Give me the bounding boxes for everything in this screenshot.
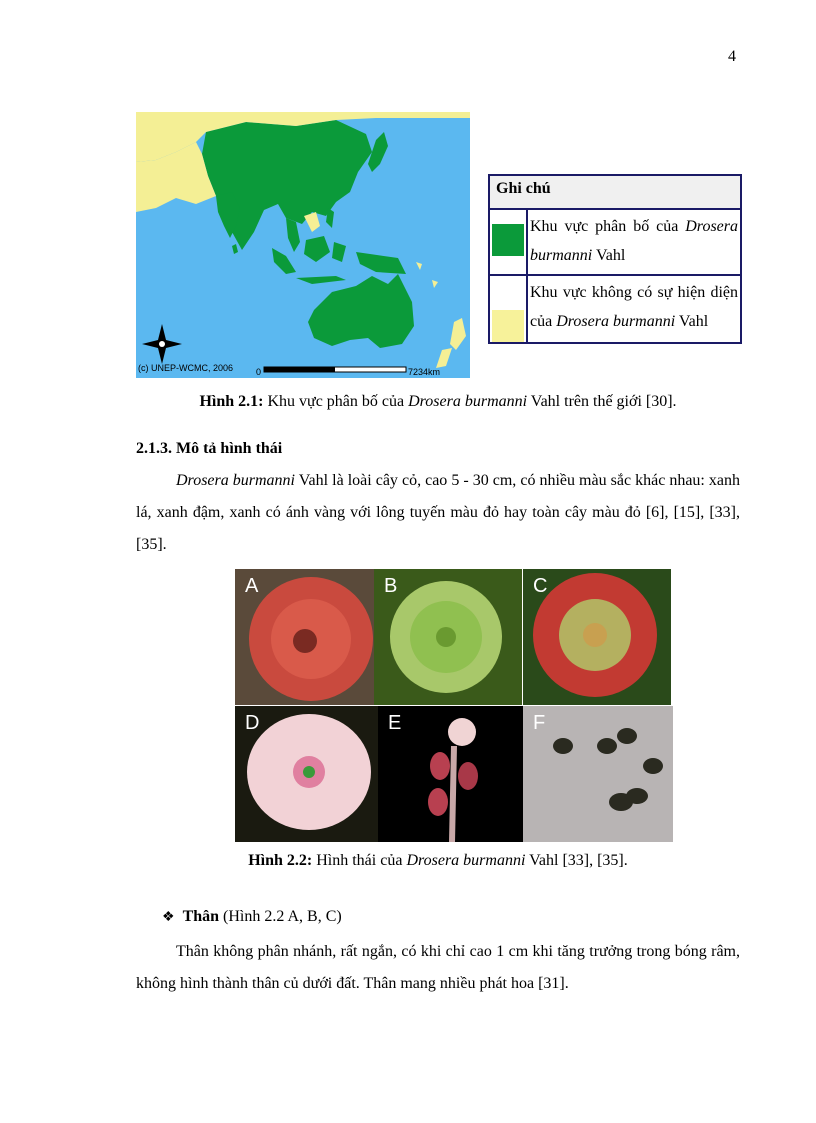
morphology-paragraph: Drosera burmanni Vahl là loài cây cỏ, cao 5 - 30 cm, có nhiều màu sắc khác nhau: xanh lá, xanh đậm, xanh có ánh vàng với lông tuyến màu đỏ hay toàn cây màu đỏ [6], [15], [33], [35]. <box>136 472 741 553</box>
photo-panel-c <box>523 569 671 705</box>
photo-panel-a <box>235 569 383 705</box>
photo-panel-b <box>374 569 522 705</box>
diamond-bullet-icon: ❖ <box>162 910 175 925</box>
stem-paragraph: Thân không phân nhánh, rất ngắn, có khi chỉ cao 1 cm khi tăng trưởng trong bóng râm, không hình thành thân củ dưới đất. Thân mang nhiều phát hoa [31]. <box>136 943 740 992</box>
panel-label: D <box>245 712 260 734</box>
scale-end: 7234km <box>408 367 441 377</box>
distribution-map <box>136 112 470 378</box>
panel-label: E <box>388 712 402 734</box>
photo-panel-d <box>235 706 383 842</box>
scale-start: 0 <box>256 367 262 377</box>
panel-label: A <box>245 575 259 597</box>
legend-row <box>489 209 741 275</box>
panel-label: C <box>533 575 548 597</box>
yellow-swatch <box>492 310 524 342</box>
panel-label: F <box>533 712 546 734</box>
legend-text: Khu vực không có sự hiện diện của Drosera burmanni Vahl <box>527 275 741 343</box>
figure-2-1-caption: Hình 2.1: Khu vực phân bố của Drosera burmanni Vahl trên thế giới [30]. <box>199 393 677 410</box>
figure-2-2-caption: Hình 2.2: Hình thái của Drosera burmanni Vahl [33], [35]. <box>248 852 628 869</box>
section-heading: 2.1.3. Mô tả hình thái <box>136 440 283 457</box>
map-legend <box>488 174 742 344</box>
panel-label: B <box>384 575 398 597</box>
legend-text: Khu vực phân bố của Drosera burmanni Vahl <box>527 209 741 275</box>
map-credit: (c) UNEP-WCMC, 2006 <box>138 363 234 373</box>
legend-header: Ghi chú <box>489 175 741 209</box>
photo-panel-f <box>523 706 673 842</box>
page-number: 4 <box>728 48 736 65</box>
photo-panel-e <box>378 706 526 842</box>
legend-row <box>489 275 741 343</box>
stem-bullet: ❖ Thân (Hình 2.2 A, B, C) <box>162 908 342 925</box>
green-swatch <box>492 224 524 256</box>
